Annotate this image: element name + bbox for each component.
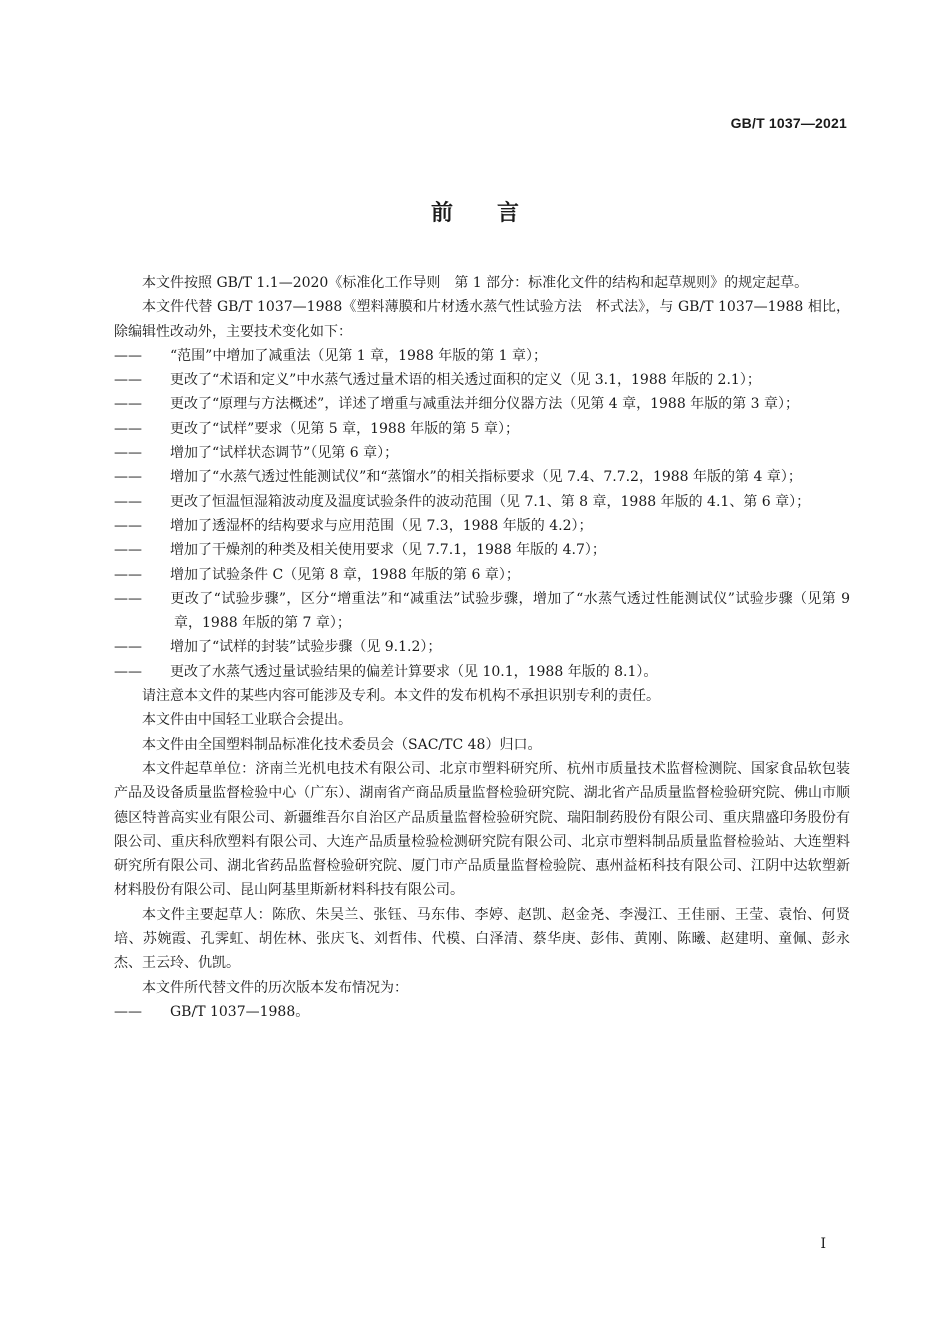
dash-lead: —— <box>114 542 142 559</box>
standard-code: GB/T 1037—2021 <box>730 115 847 131</box>
list-item: —— 更改了“试验步骤”，区分“增重法”和“减重法”试验步骤，增加了“水蒸气透过性能测试仪”试验步骤（见第 9 章，1988 年版的第 7 章）； <box>114 587 850 636</box>
dash-lead: —— <box>114 396 142 413</box>
paragraph-proposer: 本文件由中国轻工业联合会提出。 <box>142 712 352 729</box>
foreword-body <box>114 271 850 1024</box>
dash-lead: —— <box>114 1003 142 1020</box>
list-item: —— 增加了试验条件 C（见第 8 章，1988 年版的第 6 章）； <box>114 563 850 587</box>
paragraph-replacement: 本文件代替 GB/T 1037—1988《塑料薄膜和片材透水蒸气性试验方法 杯式法》，与 GB/T 1037—1988 相比，除编辑性改动外，主要技术变化如下： <box>114 299 850 340</box>
paragraph-history-intro: 本文件所代替文件的历次版本发布情况为： <box>142 979 408 996</box>
paragraph-drafting-rules: 本文件按照 GB/T 1.1—2020《标准化工作导则 第 1 部分：标准化文件的结构和起草规则》的规定起草。 <box>142 275 809 291</box>
list-item: —— 增加了干燥剂的种类及相关使用要求（见 7.7.1，1988 年版的 4.7）； <box>114 538 850 562</box>
dash-lead: —— <box>114 590 142 607</box>
history-item: —— GB/T 1037—1988。 <box>114 1000 850 1024</box>
dash-lead: —— <box>114 372 142 389</box>
list-item: —— 增加了“试样状态调节”（见第 6 章）； <box>114 441 850 465</box>
dash-lead: —— <box>114 469 142 486</box>
list-item: —— 增加了“水蒸气透过性能测试仪”和“蒸馏水”的相关指标要求（见 7.4、7.7.2，1988 年版的第 4 章）； <box>114 465 850 489</box>
list-item: —— 增加了“试样的封装”试验步骤（见 9.1.2）； <box>114 635 850 659</box>
paragraph-drafters: 本文件主要起草人：陈欣、朱吴兰、张钰、马东伟、李婷、赵凯、赵金尧、李漫江、王佳丽、王莹、袁怡、何贤培、苏婉霞、孔霁虹、胡佐林、张庆飞、刘哲伟、代模、白泽清、蔡华庚、彭伟、黄刚、陈曦、赵建明、童佩、彭永杰、王云玲、仇凯。 <box>114 906 850 972</box>
list-item: —— 更改了恒温恒湿箱波动度及温度试验条件的波动范围（见 7.1、第 8 章，1988 年版的 4.1、第 6 章）； <box>114 490 850 514</box>
paragraph-patent-notice: 请注意本文件的某些内容可能涉及专利。本文件的发布机构不承担识别专利的责任。 <box>142 688 660 705</box>
dash-lead: —— <box>114 639 142 656</box>
list-item: —— 更改了“原理与方法概述”，详述了增重与减重法并细分仪器方法（见第 4 章，1988 年版的第 3 章）； <box>114 392 850 416</box>
dash-lead: —— <box>114 347 142 364</box>
dash-lead: —— <box>114 445 142 462</box>
list-item: —— “范围”中增加了减重法（见第 1 章，1988 年版的第 1 章）； <box>114 344 850 368</box>
paragraph-committee: 本文件由全国塑料制品标准化技术委员会（SAC/TC 48）归口。 <box>142 736 542 753</box>
page-number: I <box>820 1236 826 1252</box>
dash-lead: —— <box>114 420 142 437</box>
page-title: 前言 <box>430 201 563 226</box>
list-item: —— 更改了“试样”要求（见第 5 章，1988 年版的第 5 章）； <box>114 417 850 441</box>
dash-lead: —— <box>114 493 142 510</box>
list-item: —— 更改了水蒸气透过量试验结果的偏差计算要求（见 10.1，1988 年版的 8.1）。 <box>114 660 850 684</box>
paragraph-drafting-units: 本文件起草单位：济南兰光机电技术有限公司、北京市塑料研究所、杭州市质量技术监督检测院、国家食品软包装产品及设备质量监督检验中心（广东）、湖南省产商品质量监督检验研究院、湖北省产品质量监督检验研究院、佛山市顺德区特普高实业有限公司、新疆维吾尔自治区产品质量监督检验研究院、瑞阳制药股份有限公司、重庆鼎盛印务股份有限公司、重庆科欣塑料有限公司、大连产品质量检验检测研究院有限公司、北京市塑料制品质量监督检验站、大连塑料研究所有限公司、湖北省药品监督检验研究院、厦门市产品质量监督检验院、惠州益柘科技有限公司、江阴中达软塑新材料股份有限公司、昆山阿基里斯新材料科技有限公司。 <box>114 760 850 899</box>
list-item: —— 更改了“术语和定义”中水蒸气透过量术语的相关透过面积的定义（见 3.1，1988 年版的 2.1）； <box>114 368 850 392</box>
list-item: —— 增加了透湿杯的结构要求与应用范围（见 7.3，1988 年版的 4.2）； <box>114 514 850 538</box>
changes-list <box>114 344 850 684</box>
dash-lead: —— <box>114 517 142 534</box>
dash-lead: —— <box>114 566 142 583</box>
dash-lead: —— <box>114 663 142 680</box>
